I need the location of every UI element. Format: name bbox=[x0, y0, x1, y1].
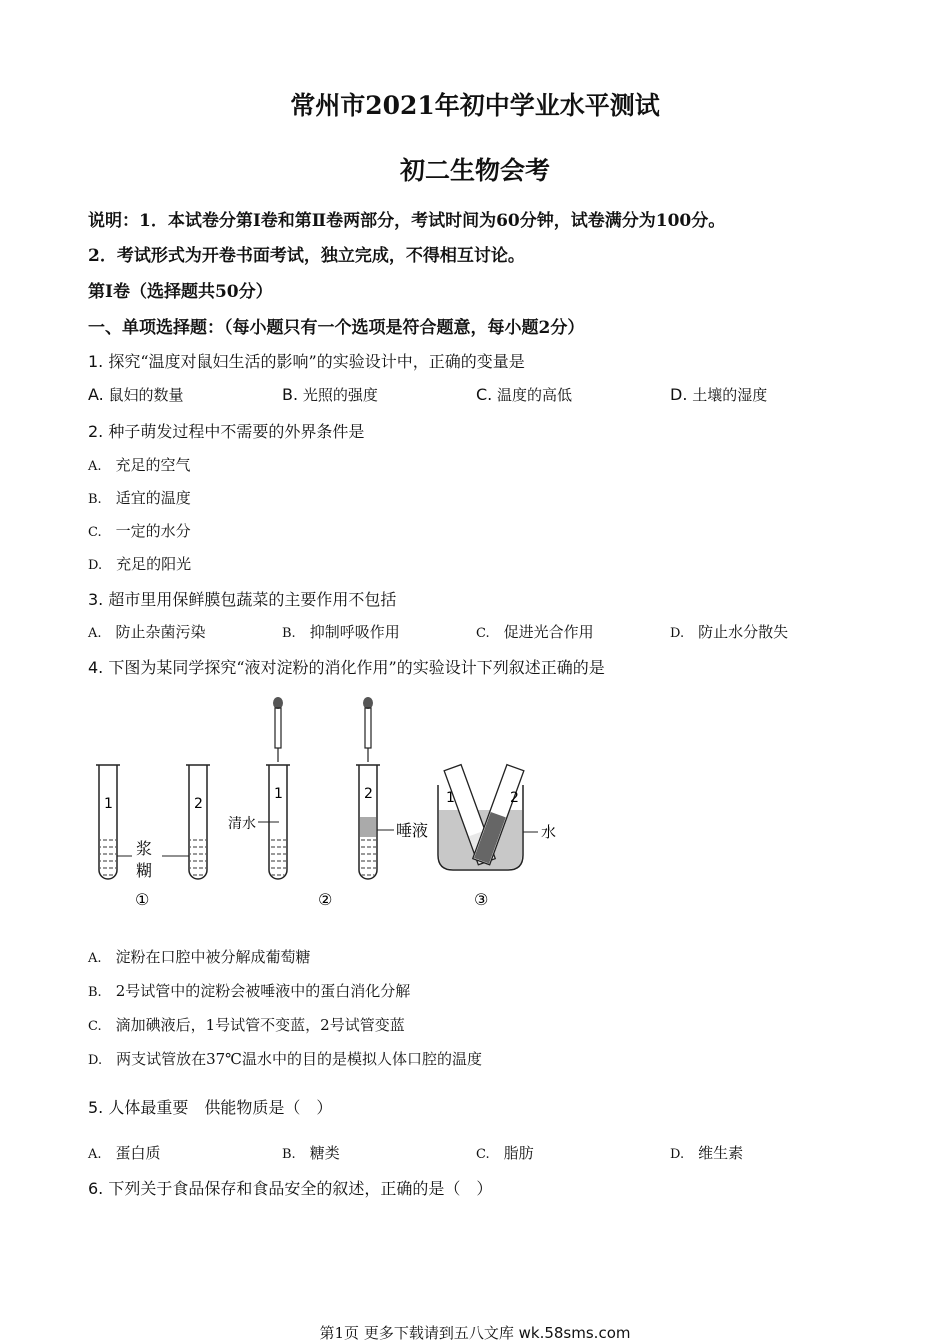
question-6 bbox=[88, 1176, 492, 1199]
question-text: 种子萌发过程中不需要的外界条件是 bbox=[108, 422, 365, 441]
site-link[interactable]: wk.58sms.com bbox=[518, 1324, 631, 1342]
saliva-label: 唾液 bbox=[396, 821, 429, 840]
question-4 bbox=[88, 655, 605, 678]
option-letter: B. bbox=[88, 492, 102, 507]
option-text: 脂肪 bbox=[503, 1144, 534, 1162]
option-letter: C. bbox=[88, 525, 102, 540]
option-letter: B. bbox=[282, 626, 296, 641]
page-number: 第1页 bbox=[319, 1324, 360, 1342]
option-text: 防止杂菌污染 bbox=[115, 623, 206, 641]
option-letter: A. bbox=[88, 459, 102, 474]
question-text: 探究“温度对鼠妇生活的影响”的实验设计中，正确的变量是 bbox=[108, 352, 525, 371]
note-line-1: 说明：1．本试卷分第Ⅰ卷和第Ⅱ卷两部分，考试时间为60分钟，试卷满分为100分。 bbox=[88, 211, 726, 231]
q4-option-b[interactable] bbox=[88, 980, 410, 1001]
step3-water-bath bbox=[438, 765, 556, 909]
q4-option-c[interactable] bbox=[88, 1014, 405, 1035]
option-letter: D. bbox=[670, 385, 688, 404]
question-text: 下图为某同学探究“液对淀粉的消化作用”的实验设计下列叙述正确的是 bbox=[108, 658, 605, 677]
question-number: 2. bbox=[88, 422, 104, 441]
option-letter: D. bbox=[670, 626, 685, 641]
option-text: 蛋白质 bbox=[115, 1144, 161, 1162]
note-line-2: 2．考试形式为开卷书面考试，独立完成，不得相互讨论。 bbox=[88, 246, 525, 266]
step-marker: ① bbox=[135, 890, 150, 909]
option-letter: C. bbox=[476, 385, 493, 404]
q4-option-a[interactable] bbox=[88, 946, 311, 967]
step2-tubes bbox=[228, 697, 428, 909]
option-text: 淀粉在口腔中被分解成葡萄糖 bbox=[115, 948, 311, 966]
dropper-bulb-icon bbox=[363, 697, 373, 709]
dropper-icon bbox=[365, 708, 371, 748]
download-note: 更多下载请到五八文库 bbox=[363, 1324, 514, 1342]
question-number: 1. bbox=[88, 352, 104, 371]
option-text: 抑制呼吸作用 bbox=[309, 623, 400, 641]
option-text: 充足的阳光 bbox=[116, 555, 192, 573]
step-marker: ② bbox=[318, 890, 333, 909]
option-text: 一定的水分 bbox=[115, 522, 191, 540]
step1-tubes bbox=[96, 765, 210, 909]
option-text: 两支试管放在37℃温水中的目的是模拟人体口腔的温度 bbox=[116, 1050, 482, 1068]
option-text: 光照的强度 bbox=[302, 386, 378, 404]
question-text: 超市里用保鲜膜包蔬菜的主要作用不包括 bbox=[108, 590, 397, 609]
tube-number: 1 bbox=[104, 796, 113, 812]
exam-title: 常州市2021年初中学业水平测试 bbox=[290, 91, 660, 120]
water-label: 清水 bbox=[228, 816, 256, 832]
q1-option-a[interactable] bbox=[88, 384, 184, 405]
option-text: 防止水分散失 bbox=[698, 623, 789, 641]
q2-option-d[interactable] bbox=[88, 553, 191, 574]
q3-option-a[interactable] bbox=[88, 621, 206, 642]
option-text: 促进光合作用 bbox=[503, 623, 594, 641]
question-number: 5. bbox=[88, 1098, 104, 1117]
option-text: 滴加碘液后，1号试管不变蓝，2号试管变蓝 bbox=[115, 1016, 405, 1034]
q5-option-b[interactable] bbox=[282, 1142, 340, 1163]
question-number: 3. bbox=[88, 590, 104, 609]
option-text: 2号试管中的淀粉会被唾液中的蛋白消化分解 bbox=[115, 982, 411, 1000]
option-letter: A. bbox=[88, 1147, 102, 1162]
q5-option-a[interactable] bbox=[88, 1142, 161, 1163]
question-2 bbox=[88, 419, 364, 442]
tube-number: 2 bbox=[510, 790, 519, 806]
bath-water-label: 水 bbox=[541, 823, 557, 841]
option-letter: C. bbox=[476, 626, 490, 641]
q3-option-d[interactable] bbox=[670, 621, 788, 642]
option-letter: B. bbox=[282, 385, 299, 404]
question-5 bbox=[88, 1095, 332, 1118]
option-letter: C. bbox=[88, 1019, 102, 1034]
paste-label: 糊 bbox=[136, 861, 153, 880]
option-letter: A. bbox=[88, 626, 102, 641]
q3-option-b[interactable] bbox=[282, 621, 400, 642]
option-letter: A. bbox=[88, 385, 104, 404]
option-letter: D. bbox=[88, 1053, 103, 1068]
q3-option-c[interactable] bbox=[476, 621, 594, 642]
option-text: 充足的空气 bbox=[115, 456, 191, 474]
section-heading: 第Ⅰ卷（选择题共50分） bbox=[88, 282, 273, 302]
saliva-fill bbox=[360, 817, 376, 837]
dropper-bulb-icon bbox=[273, 697, 283, 709]
tube-number: 1 bbox=[446, 790, 455, 806]
option-letter: D. bbox=[670, 1147, 685, 1162]
experiment-figure bbox=[90, 690, 570, 915]
question-3 bbox=[88, 587, 396, 610]
q5-option-d[interactable] bbox=[670, 1142, 743, 1163]
step-marker: ③ bbox=[474, 890, 489, 909]
option-letter: C. bbox=[476, 1147, 490, 1162]
tube-number: 2 bbox=[364, 786, 373, 802]
q1-option-d[interactable] bbox=[670, 384, 767, 405]
question-number: 6. bbox=[88, 1179, 104, 1198]
option-letter: A. bbox=[88, 951, 102, 966]
option-text: 糖类 bbox=[309, 1144, 340, 1162]
option-letter: B. bbox=[282, 1147, 296, 1162]
paste-fill bbox=[270, 838, 286, 878]
tube-number: 2 bbox=[194, 796, 203, 812]
page-footer bbox=[0, 1322, 950, 1343]
dropper-icon bbox=[275, 708, 281, 748]
q2-option-c[interactable] bbox=[88, 520, 191, 541]
part-heading: 一、单项选择题：（每小题只有一个选项是符合题意，每小题2分） bbox=[88, 318, 585, 338]
exam-subtitle: 初二生物会考 bbox=[399, 156, 550, 185]
option-text: 鼠妇的数量 bbox=[108, 386, 184, 404]
q1-option-c[interactable] bbox=[476, 384, 572, 405]
paste-label: 浆 bbox=[136, 839, 153, 858]
option-text: 土壤的湿度 bbox=[692, 386, 768, 404]
question-number: 4. bbox=[88, 658, 104, 677]
question-text: 人体最重要 供能物质是（ ） bbox=[108, 1098, 333, 1117]
question-1 bbox=[88, 349, 525, 372]
paste-fill bbox=[190, 838, 206, 878]
q4-option-d[interactable] bbox=[88, 1048, 482, 1069]
q2-option-b[interactable] bbox=[88, 487, 191, 508]
q5-option-c[interactable] bbox=[476, 1142, 534, 1163]
option-text: 适宜的温度 bbox=[115, 489, 191, 507]
option-letter: D. bbox=[88, 558, 103, 573]
option-letter: B. bbox=[88, 985, 102, 1000]
q1-option-b[interactable] bbox=[282, 384, 378, 405]
option-text: 维生素 bbox=[698, 1144, 744, 1162]
question-text: 下列关于食品保存和食品安全的叙述，正确的是（ ） bbox=[108, 1179, 493, 1198]
option-text: 温度的高低 bbox=[497, 386, 573, 404]
q2-option-a[interactable] bbox=[88, 454, 191, 475]
paste-fill bbox=[100, 838, 116, 878]
paste-fill bbox=[360, 838, 376, 878]
tube-number: 1 bbox=[274, 786, 283, 802]
